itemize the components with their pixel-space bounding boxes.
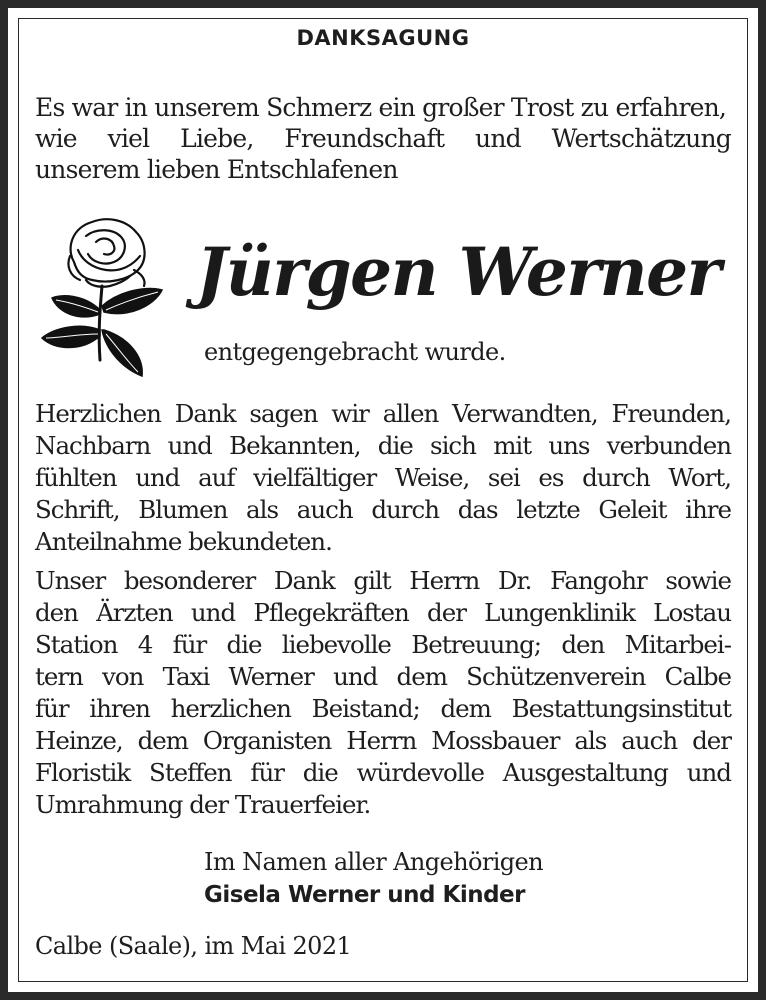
decedent-name: Jürgen Werner bbox=[196, 233, 720, 311]
paragraph-line: Anteilnahme bekundeten. bbox=[35, 527, 332, 556]
signature-intro: Im Namen aller Angehörigen bbox=[204, 848, 544, 876]
thanks-paragraph bbox=[35, 398, 731, 558]
paragraph-line: Unser besonderer Dank gilt Herrn Dr. Fangohr sowie bbox=[35, 566, 731, 595]
rose-icon bbox=[30, 210, 180, 385]
paragraph-line: Nachbarn und Bekannten, die sich mit uns verbunden bbox=[35, 431, 731, 460]
paragraph-line: tern von Taxi Werner und dem Schützenverein Calbe bbox=[35, 662, 731, 691]
paragraph-line: den Ärzten und Pflegekräften der Lungenklinik Lostau bbox=[35, 598, 731, 627]
intro-line: Es war in unserem Schmerz ein großer Trost zu erfahren, bbox=[35, 93, 727, 122]
paragraph-line: Schrift, Blumen als auch durch das letzte Geleit ihre bbox=[35, 495, 731, 524]
notice-title: DANKSAGUNG bbox=[296, 26, 470, 50]
paragraph-line: fühlten und auf vielfältiger Weise, sei es durch Wort, bbox=[35, 463, 731, 492]
paragraph-line: für ihren herzlichen Beistand; dem Bestattungsinstitut bbox=[35, 694, 731, 723]
paragraph-line: Umrahmung der Trauerfeier. bbox=[35, 790, 371, 819]
intro-line: wie viel Liebe, Freundschaft und Wertschätzung bbox=[35, 124, 731, 153]
after-name-text: entgegengebracht wurde. bbox=[204, 338, 506, 366]
intro-line: unserem lieben Entschlafenen bbox=[35, 155, 398, 184]
signature-names: Gisela Werner und Kinder bbox=[204, 882, 525, 908]
paragraph-line: Floristik Steffen für die würdevolle Ausgestaltung und bbox=[35, 758, 731, 787]
paragraph-line: Heinze, dem Organisten Herrn Mossbauer als auch der bbox=[35, 726, 731, 755]
special-thanks-paragraph bbox=[35, 565, 731, 821]
paragraph-line: Herzlichen Dank sagen wir allen Verwandten, Freunden, bbox=[35, 399, 731, 428]
intro-text bbox=[35, 92, 731, 185]
paragraph-line: Station 4 für die liebevolle Betreuung; den Mitarbei- bbox=[35, 630, 731, 659]
place-date: Calbe (Saale), im Mai 2021 bbox=[35, 932, 352, 960]
